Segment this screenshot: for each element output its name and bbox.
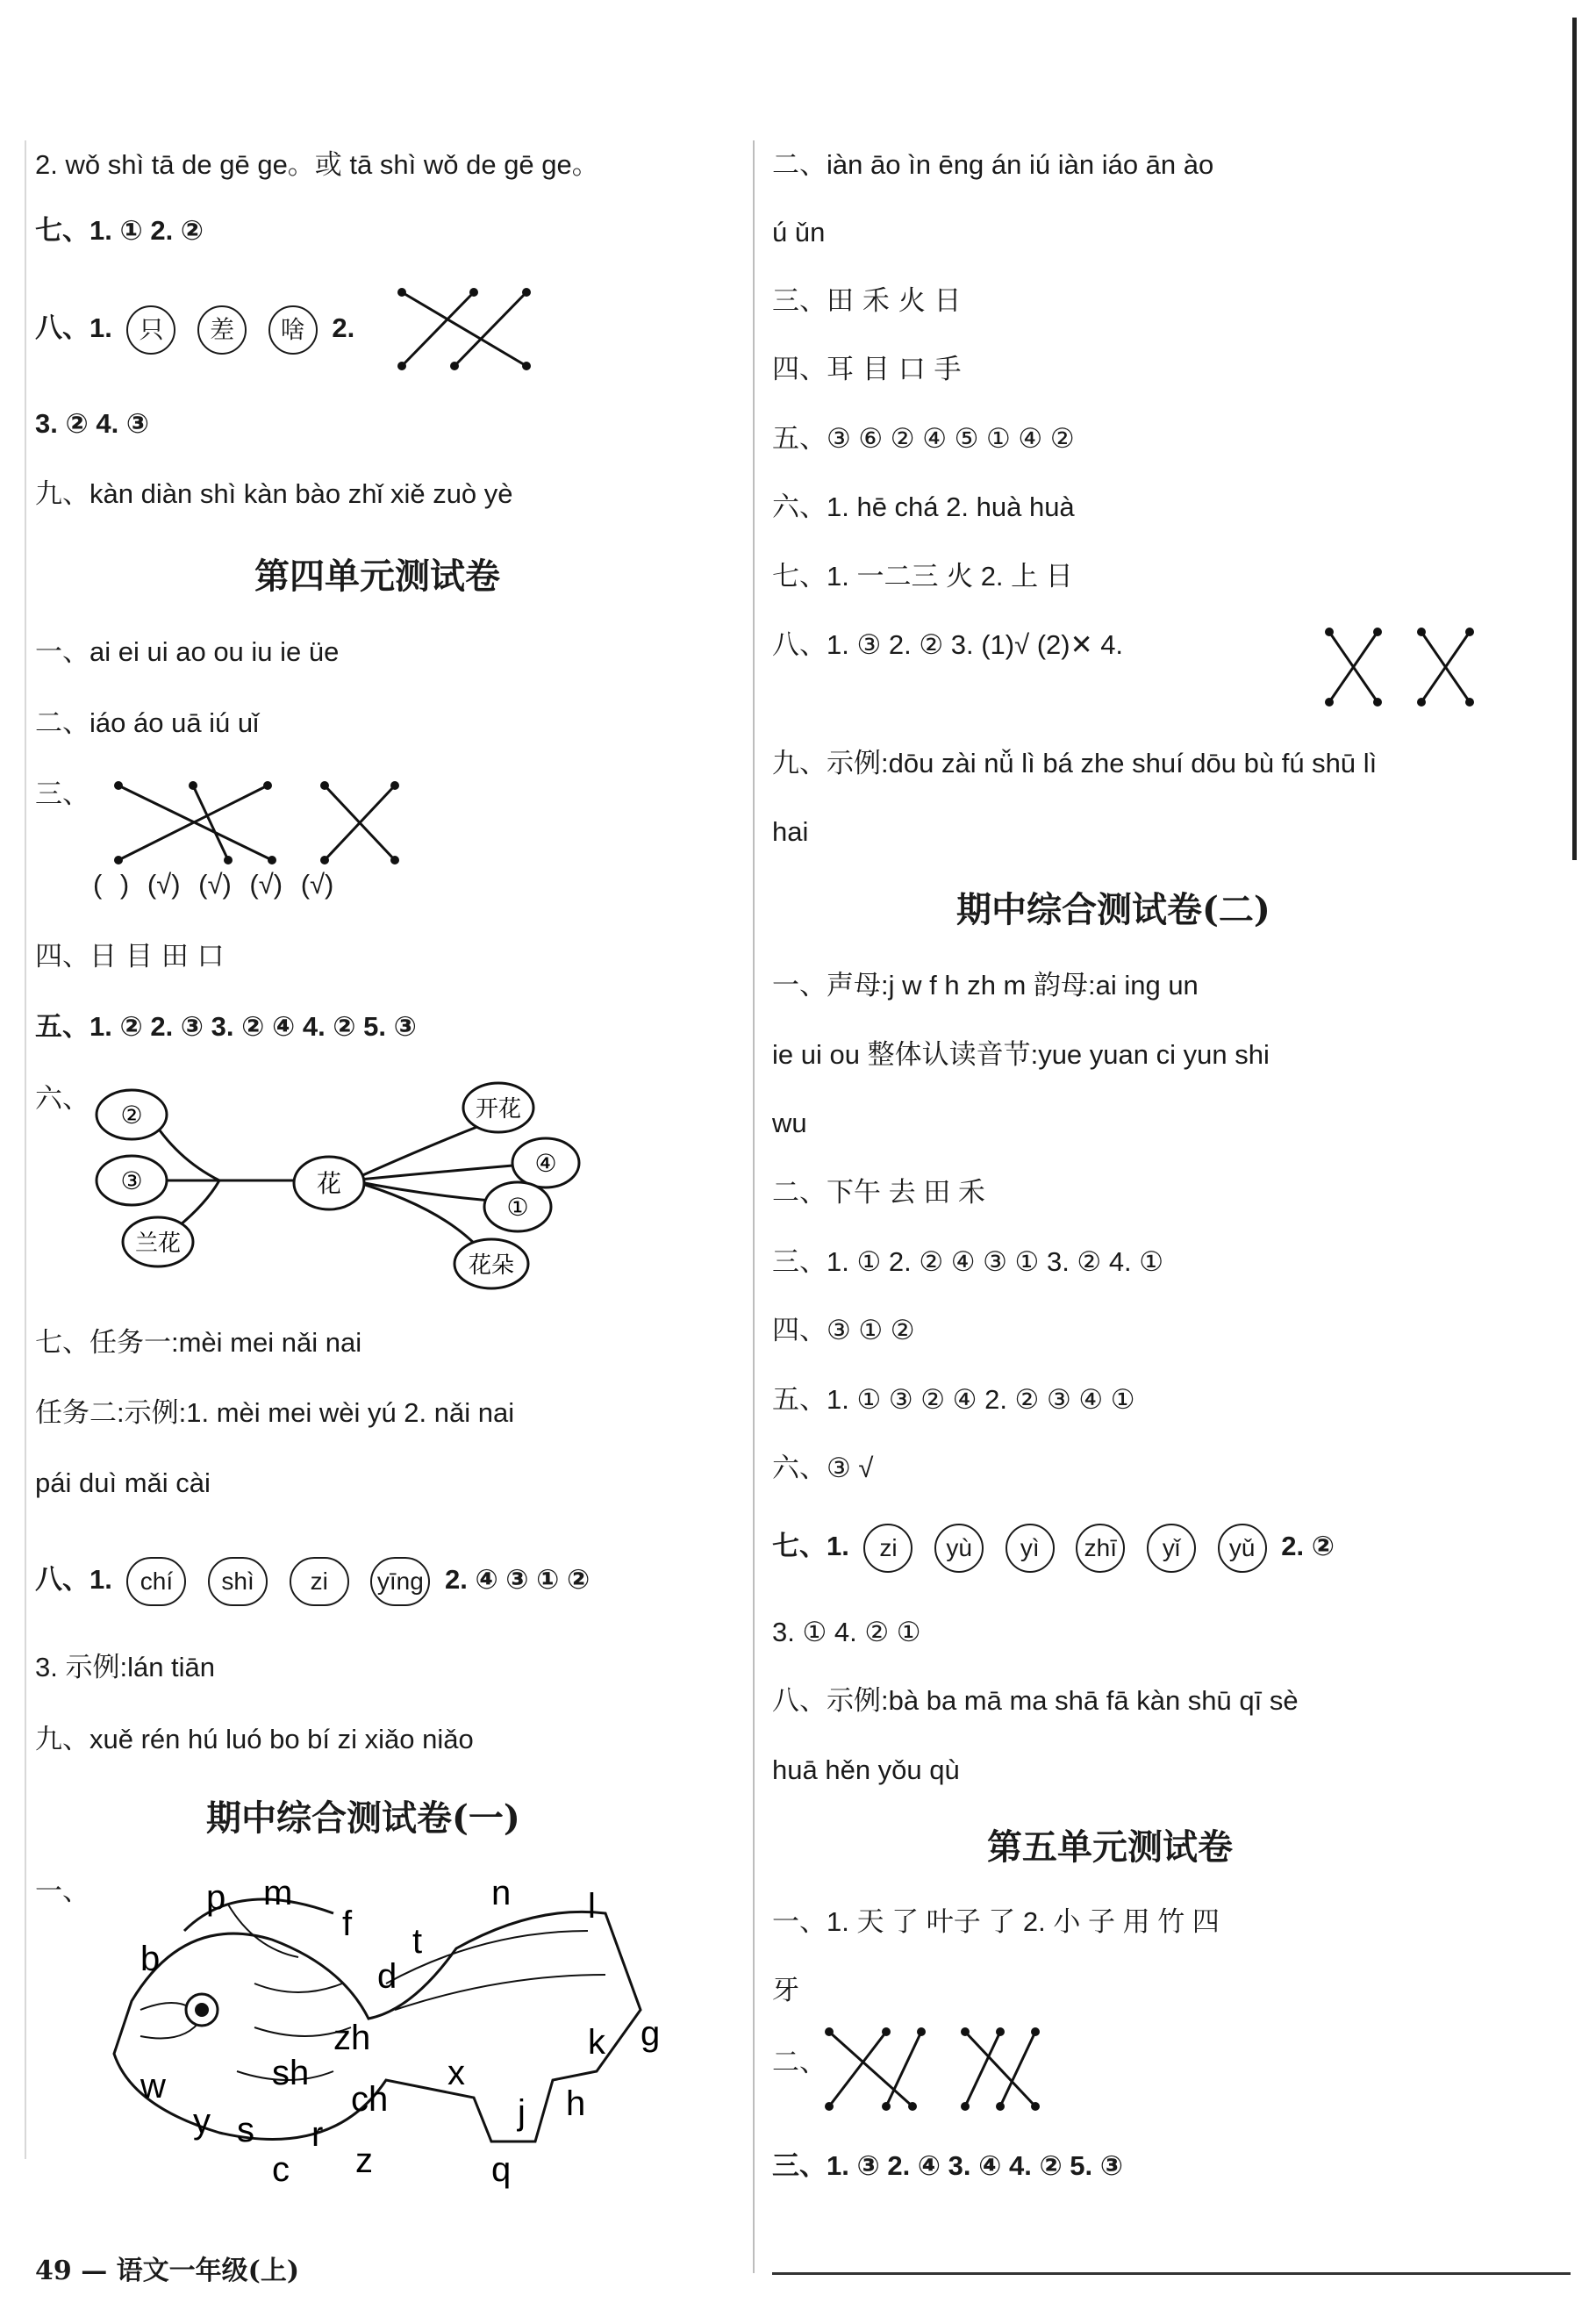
answer-line: 一、ai ei ui ao ou iu ie üe <box>35 636 340 667</box>
fish-letter: h <box>566 2084 586 2123</box>
circled-pinyin: yīng <box>370 1557 430 1606</box>
circled-pinyin: yǐ <box>1147 1524 1196 1573</box>
map-node: ④ <box>534 1149 557 1178</box>
answer-line: 三、 <box>35 778 89 809</box>
page-number: 49 <box>35 2256 72 2286</box>
answer-line: 四、耳 目 口 手 <box>772 354 962 385</box>
footer-subject: — 语文一年级(上) <box>81 2256 300 2286</box>
fish-letter: b <box>140 1940 161 1978</box>
fish-letter: j <box>518 2093 526 2132</box>
answer-line: 二、iáo áo uā iú uǐ <box>35 707 260 738</box>
fish-letter: d <box>377 1957 397 1996</box>
circled-pinyin: yù <box>934 1524 984 1573</box>
item-number: 八、1. <box>35 312 112 344</box>
map-node: ③ <box>120 1166 143 1195</box>
matching-lines <box>114 781 483 869</box>
answer-line: 三、1. ③ 2. ④ 3. ④ 4. ② 5. ③ <box>772 2150 1124 2181</box>
answer-line: 六、 <box>35 1083 89 1114</box>
fish-dot-puzzle <box>79 1874 711 2189</box>
answer-line: 牙 <box>772 1975 799 2006</box>
map-node: 开花 <box>475 1096 522 1123</box>
answer-line: 3. ② 4. ③ <box>35 408 150 439</box>
right-column <box>772 0 1562 2310</box>
map-node: ② <box>120 1101 143 1130</box>
answer-line: 一、声母:j w f h zh m 韵母:ai ing un <box>772 970 1199 1001</box>
answer-line: hai <box>772 816 809 847</box>
answer-line: 3. 示例:lán tiān <box>35 1652 216 1682</box>
answer-line: 一、1. 天 了 叶子 了 2. 小 子 用 竹 四 <box>772 1906 1220 1937</box>
fish-letter: k <box>588 2023 605 2062</box>
circled-pinyin: zi <box>290 1557 349 1606</box>
map-node: 兰花 <box>134 1230 182 1257</box>
answer-line: 七、任务一:mèi mei nǎi nai <box>35 1327 362 1358</box>
map-node: 花朵 <box>468 1252 515 1279</box>
answer-line: huā hěn yǒu qù <box>772 1754 960 1785</box>
mind-map <box>88 1088 597 1299</box>
answer-line: 三、1. ① 2. ② ④ ③ ① 3. ② 4. ① <box>772 1246 1164 1277</box>
answer-line: 二、 <box>772 2047 827 2077</box>
fish-letter: zh <box>333 2019 371 2057</box>
fish-letter: y <box>193 2102 211 2141</box>
answer-line: 三、田 禾 火 日 <box>772 285 962 317</box>
answer-line-circled <box>772 1524 1335 1573</box>
answer-line: wu <box>772 1108 807 1138</box>
section-heading: 第五单元测试卷 <box>987 1826 1233 1868</box>
answer-line: 七、1. 一二三 火 2. 上 日 <box>772 561 1073 592</box>
matching-lines <box>1325 628 1500 707</box>
answer-line-circled <box>35 1557 590 1606</box>
item-number: 2. <box>332 312 355 344</box>
matching-lines <box>395 285 535 373</box>
page-footer <box>35 2249 299 2287</box>
answer-line: 九、kàn diàn shì kàn bào zhǐ xiě zuò yè <box>35 478 513 509</box>
map-node: ① <box>506 1193 529 1222</box>
fish-letter: t <box>412 1922 423 1961</box>
circled-pinyin: yì <box>1006 1524 1055 1573</box>
fish-letter: l <box>588 1887 596 1926</box>
answer-line: 五、1. ① ③ ② ④ 2. ② ③ ④ ① <box>772 1384 1135 1415</box>
circled-char: 啥 <box>268 305 318 355</box>
fish-letter: c <box>272 2150 290 2189</box>
answer-line: 七、1. ① 2. ② <box>35 215 204 246</box>
fish-letter: p <box>206 1878 226 1917</box>
page-edge-mark <box>1572 18 1577 860</box>
circled-pinyin: yǔ <box>1218 1524 1267 1573</box>
column-divider <box>753 140 755 2273</box>
fish-letter: f <box>342 1905 353 1943</box>
map-node: 花 <box>316 1169 342 1198</box>
fish-letter: ch <box>351 2080 389 2119</box>
circled-pinyin: zhī <box>1076 1524 1125 1573</box>
item-number: 七、1. <box>772 1531 849 1562</box>
answer-line: pái duì mǎi cài <box>35 1467 211 1498</box>
fish-letter: z <box>355 2141 373 2180</box>
circled-char: 只 <box>126 305 175 355</box>
answer-line: 八、1. ③ 2. ② 3. (1)√ (2)✕ 4. <box>772 629 1124 660</box>
answer-line: 五、1. ② 2. ③ 3. ② ④ 4. ② 5. ③ <box>35 1011 417 1042</box>
answer-line: 2. wǒ shì tā de gē ge。或 tā shì wǒ de gē ge。 <box>35 149 599 180</box>
answer-line: 五、③ ⑥ ② ④ ⑤ ① ④ ② <box>772 423 1075 454</box>
fish-letter: sh <box>272 2054 310 2092</box>
matching-lines <box>825 2027 1088 2115</box>
answer-line-circled <box>35 305 354 355</box>
fish-letter: g <box>641 2014 661 2053</box>
answer-line: 九、xuě rén hú luó bo bí zi xiǎo niǎo <box>35 1724 474 1754</box>
answer-line: ( ) (√) (√) (√) (√) <box>93 869 334 900</box>
left-margin-rule <box>25 140 26 2159</box>
circled-pinyin: zi <box>863 1524 913 1573</box>
circled-pinyin: shì <box>208 1557 268 1606</box>
answer-line: ú ǔn <box>772 217 826 248</box>
item-number: 2. ② <box>1281 1531 1335 1562</box>
answer-line: 二、iàn āo ìn ēng án iú iàn iáo ān ào <box>772 149 1214 180</box>
fish-letter: s <box>237 2111 254 2149</box>
answer-line: 四、日 目 田 口 <box>35 941 225 972</box>
fish-letter: w <box>140 2067 166 2106</box>
answer-line: 一、 <box>35 1876 89 1906</box>
item-number: 2. ④ ③ ① ② <box>444 1564 590 1596</box>
left-column <box>35 0 737 2310</box>
item-number: 八、1. <box>35 1564 112 1596</box>
section-heading: 期中综合测试卷(二) <box>956 889 1270 930</box>
answer-line: 六、③ √ <box>772 1453 874 1483</box>
fish-letter: n <box>491 1874 512 1912</box>
answer-line: 六、1. hē chá 2. huà huà <box>772 491 1075 522</box>
circled-pinyin: chí <box>126 1557 186 1606</box>
circled-char: 差 <box>197 305 247 355</box>
answer-line: 3. ① 4. ② ① <box>772 1617 921 1647</box>
section-heading: 期中综合测试卷(一) <box>206 1797 520 1839</box>
fish-letter: m <box>263 1874 293 1912</box>
fish-letter: q <box>491 2150 512 2189</box>
answer-line: ie ui ou 整体认读音节:yue yuan ci yun shi <box>772 1039 1270 1070</box>
section-heading: 第四单元测试卷 <box>254 556 500 597</box>
answer-line: 二、下午 去 田 禾 <box>772 1177 985 1208</box>
fish-letter: x <box>447 2054 465 2092</box>
answer-line: 八、示例:bà ba mā ma shā fā kàn shū qī sè <box>772 1685 1299 1716</box>
answer-line: 任务二:示例:1. mèi mei wèi yú 2. nǎi nai <box>35 1397 515 1428</box>
answer-line: 九、示例:dōu zài nǚ lì bá zhe shuí dōu bù fú shū lì <box>772 748 1378 778</box>
fish-letter: r <box>311 2115 324 2154</box>
answer-line: 四、③ ① ② <box>772 1315 915 1345</box>
